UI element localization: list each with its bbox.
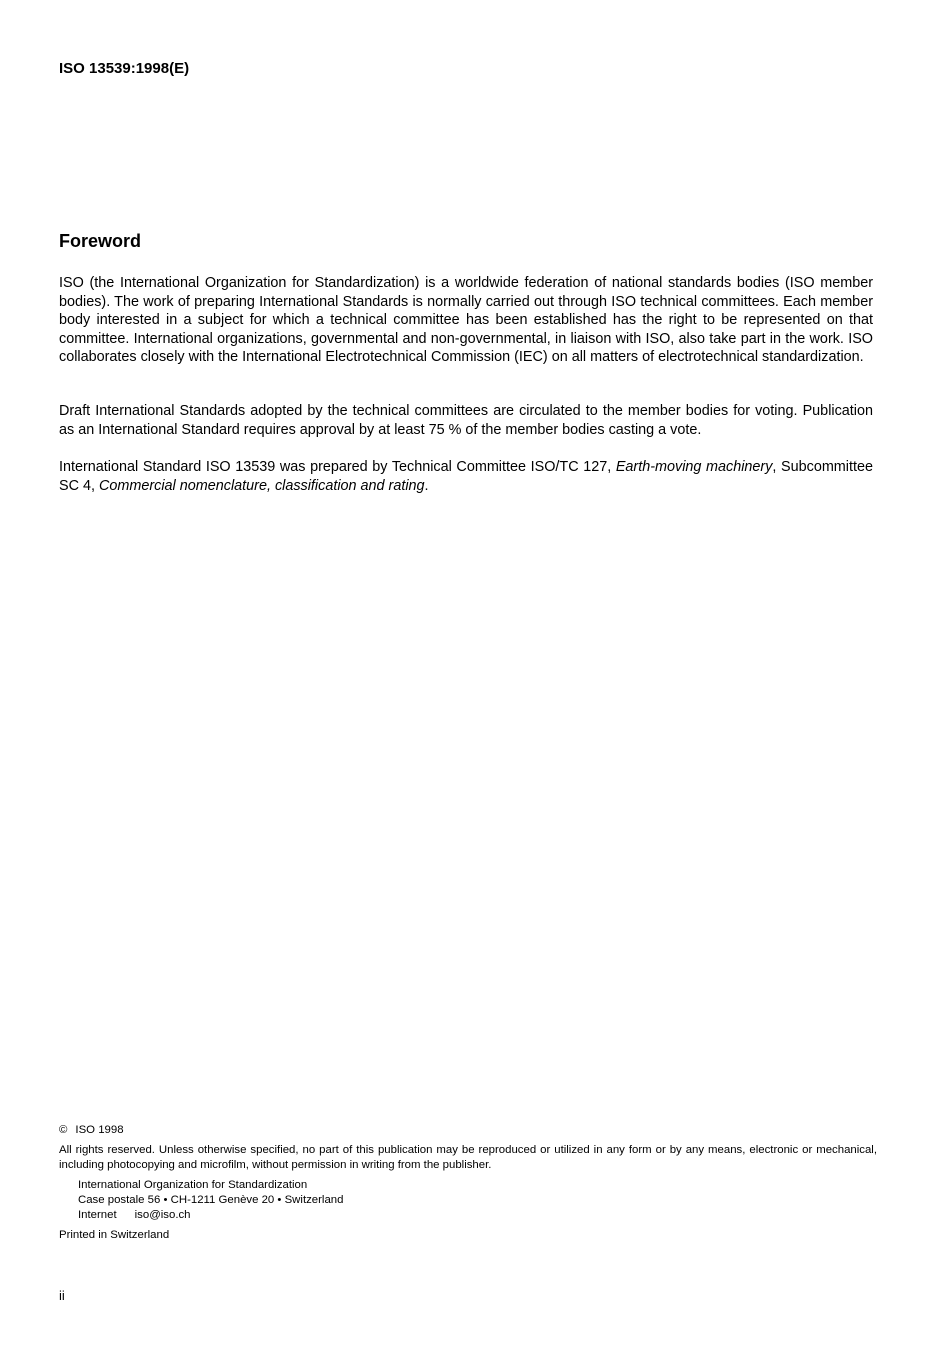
p3-committee-title: Earth-moving machinery: [615, 459, 773, 475]
rights-statement: All rights reserved. Unless otherwise specified, no part of this publication may be reproduced or utilized in any form or by any means, electronic or mechanical, including photocopying and microfilm, without permission in writing from the publisher.: [59, 1144, 877, 1171]
internet-label: Internet: [78, 1209, 117, 1221]
copyright-notice: [59, 1123, 877, 1138]
foreword-paragraph-1: ISO (the International Organization for Standardization) is a worldwide federation of national standards bodies (ISO member bodies). The work of preparing International Standards is normally carried out through ISO technical committees. Each member body interested in a subject for which a technical committee has been established has the right to be represented on that committee. International organizations, governmental and non-governmental, in liaison with ISO, also take part in the work. ISO collaborates closely with the International Electrotechnical Commission (IEC) on all matters of electrotechnical standardization.: [59, 275, 873, 365]
page-number: ii: [59, 1288, 65, 1303]
p3-text-1: International Standard ISO 13539 was prepared by Technical Committee ISO/TC 127,: [59, 459, 616, 475]
p3-text-3: .: [424, 477, 429, 494]
copyright-icon: ©: [59, 1124, 68, 1136]
internet-email: iso@iso.ch: [134, 1209, 191, 1221]
p3-subcommittee-title: Commercial nomenclature, classification and rating: [99, 477, 425, 494]
foreword-paragraph-3: [59, 458, 873, 495]
publisher-postal-address: Case postale 56 • CH-1211 Genève 20 • Switzerland: [78, 1194, 344, 1206]
foreword-paragraph-2: Draft International Standards adopted by the technical committees are circulated to the member bodies for voting. Publication as an International Standard requires approval by at least 75 % of the member bodies casting a vote.: [59, 403, 873, 438]
document-id: ISO 13539:1998(E): [59, 60, 190, 77]
p3-text-2: , Subcommittee SC 4,: [59, 459, 873, 494]
printed-in: Printed in Switzerland: [59, 1229, 170, 1241]
copyright-year: ISO 1998: [75, 1124, 124, 1136]
publisher-internet: [78, 1208, 191, 1223]
foreword-title: Foreword: [59, 231, 142, 251]
publisher-name: International Organization for Standardization: [78, 1179, 308, 1191]
